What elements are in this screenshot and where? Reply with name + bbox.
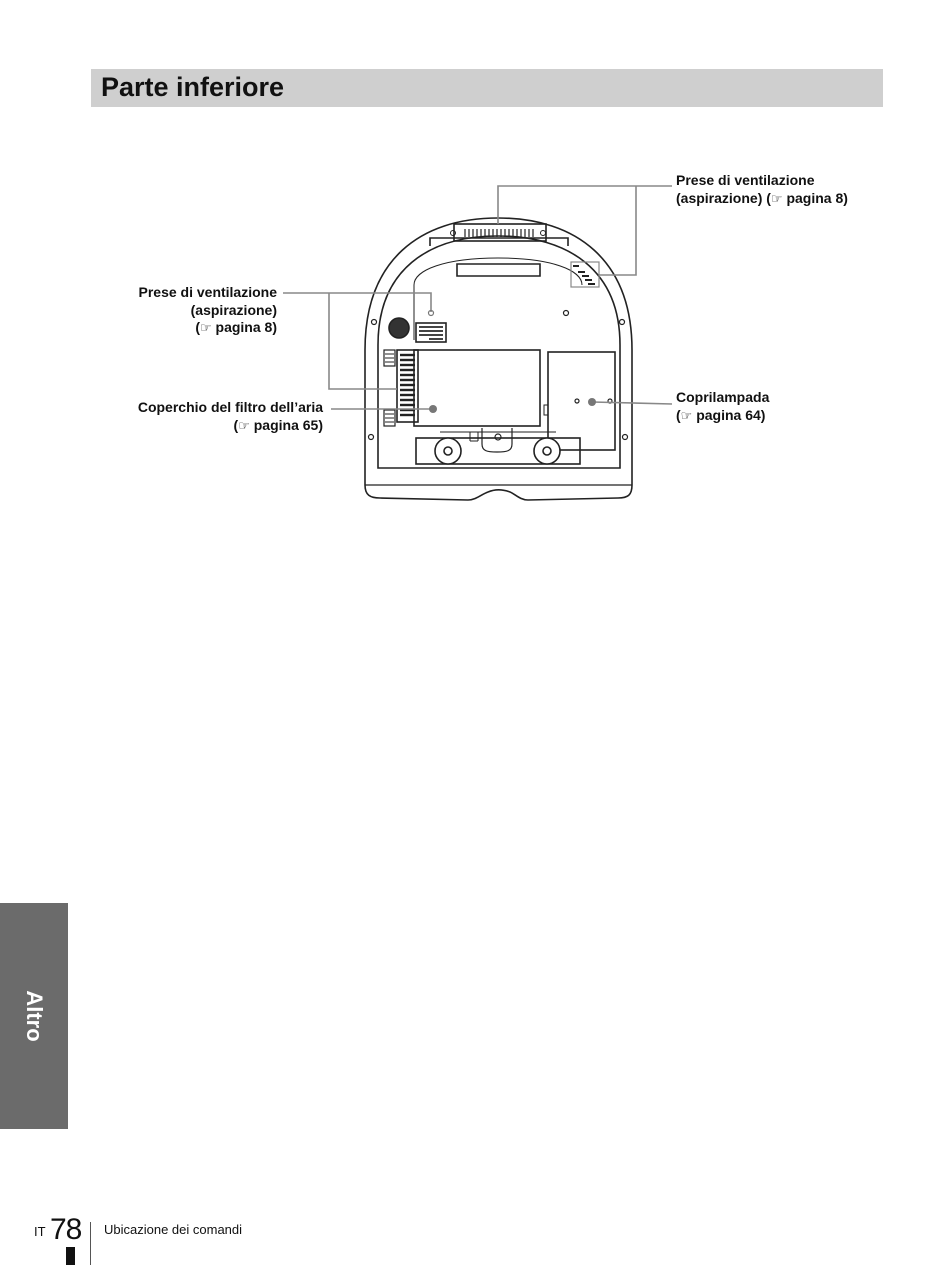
footer-divider bbox=[90, 1222, 91, 1265]
callout-left-vents-line1: Prese di ventilazione bbox=[138, 284, 277, 300]
footer-marker-bar bbox=[66, 1247, 75, 1265]
page-reference-icon: ☞ bbox=[238, 417, 250, 433]
speaker-grille bbox=[389, 318, 409, 338]
page-title: Parte inferiore bbox=[101, 72, 285, 102]
leader-lamp bbox=[592, 402, 672, 404]
callout-top-vents-line1: Prese di ventilazione bbox=[676, 172, 815, 188]
callout-lamp-cover-line1: Coprilampada bbox=[676, 389, 770, 405]
callout-filter-cover: Coperchio del filtro dell’aria (☞ pagina 65) bbox=[137, 399, 323, 433]
filter-cover bbox=[414, 350, 540, 426]
page-reference-icon: ☞ bbox=[199, 320, 212, 335]
callout-left-vents-line2: (aspirazione) bbox=[190, 301, 277, 318]
callout-top-vents: Prese di ventilazione (aspirazione) (☞ pagina 8) bbox=[676, 172, 848, 206]
callout-filter-cover-line1: Coperchio del filtro dell’aria bbox=[137, 399, 323, 415]
callout-left-vents: Prese di ventilazione (aspirazione) (☞ pagina 8) bbox=[138, 284, 277, 335]
filter-pointer-dot bbox=[429, 405, 437, 413]
page-reference-icon: ☞ bbox=[770, 190, 783, 206]
page-reference-icon: ☞ bbox=[680, 407, 693, 423]
lamp-cover bbox=[548, 352, 615, 450]
footer-section-title: Ubicazione dei comandi bbox=[104, 1222, 243, 1237]
footer-page-number: 78 bbox=[50, 1213, 82, 1246]
projector-bottom-diagram bbox=[0, 0, 950, 560]
top-slot bbox=[457, 264, 540, 276]
chapter-side-tab-label: Altro bbox=[22, 990, 47, 1042]
lamp-pointer-dot bbox=[588, 398, 596, 406]
footer-language-code: IT bbox=[34, 1224, 46, 1239]
callout-lamp-cover: Coprilampada (☞ pagina 64) bbox=[676, 389, 770, 423]
chapter-side-tab bbox=[0, 903, 68, 1129]
